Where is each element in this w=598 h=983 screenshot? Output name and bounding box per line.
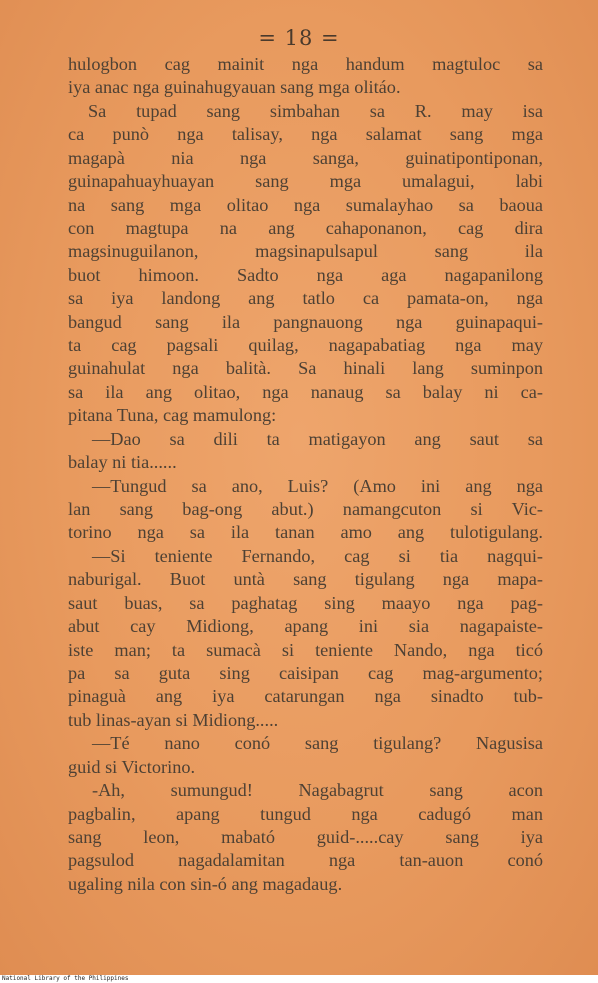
text-line: balay ni tia......	[68, 452, 177, 473]
text-line: pitana Tuna, cag mamulong:	[68, 405, 277, 426]
text-line: ugaling nila con sin-ó ang magadaug.	[68, 873, 343, 894]
text-line: naburigal. Buot untà sang tigulang nga mapa-	[68, 569, 543, 590]
text-line: torino nga sa ila tanan amo ang tulotigulang.	[68, 522, 543, 543]
text-line: —Tungud sa ano, Luis? (Amo ini ang nga	[92, 475, 543, 496]
text-line: sang leon, mabató guid-.....cay sang iya	[68, 826, 543, 847]
text-line: iste man; ta sumacà si teniente Nando, nga ticó	[68, 639, 543, 660]
text-line: saut buas, sa paghatag sing maayo nga pag-	[68, 592, 543, 613]
page-body	[68, 53, 543, 896]
text-line: sa iya landong ang tatlo ca pamata-on, nga	[68, 288, 543, 309]
text-line: bangud sang ila pangnauong nga guinapaqui-	[68, 311, 543, 332]
text-line: magsinuguilanon, magsinapulsapul sang ila	[68, 241, 543, 262]
text-line: Sa tupad sang simbahan sa R. may isa	[88, 100, 543, 121]
text-line: buot himoon. Sadto nga aga nagapanilong	[68, 264, 543, 285]
text-line: pagbalin, apang tungud nga cadugó man	[68, 803, 543, 824]
text-line: tub linas-ayan si Midiong.....	[68, 709, 279, 730]
text-line: guinahulat nga balità. Sa hinali lang suminpon	[68, 358, 543, 379]
text-line: con magtupa na ang cahaponanon, cag dira	[68, 217, 543, 238]
text-line: magapà nia nga sanga, guinatipontiponan,	[68, 147, 543, 168]
text-line: guid si Victorino.	[68, 756, 196, 777]
text-line: lan sang bag-ong abut.) namangcuton si Vic-	[68, 499, 543, 520]
page-number: = 18 =	[258, 26, 340, 50]
text-line: pinaguà ang iya catarungan nga sinadto tub-	[68, 686, 543, 707]
library-footer: National Library of the Philippines	[2, 975, 129, 982]
text-line: pagsulod nagadalamitan nga tan-auon conó	[68, 850, 543, 871]
text-line: —Si teniente Fernando, cag si tia nagqui-	[92, 545, 543, 566]
text-line: iya anac nga guinahugyauan sang mga olitáo.	[68, 77, 401, 98]
text-line: —Dao sa dili ta matigayon ang saut sa	[92, 428, 543, 449]
text-line: ca punò nga talisay, nga salamat sang mga	[68, 124, 543, 145]
text-line: sa ila ang olitao, nga nanaug sa balay ni ca-	[68, 381, 543, 402]
text-line: —Té nano conó sang tigulang? Nagusisa	[92, 733, 543, 754]
text-line: hulogbon cag mainit nga handum magtuloc sa	[68, 54, 543, 74]
text-line: -Ah, sumungud! Nagabagrut sang acon	[92, 780, 543, 801]
text-line: abut cay Midiong, apang ini sia nagapaiste-	[68, 616, 543, 637]
text-line: pa sa guta sing caisipan cag mag-argumento;	[68, 662, 543, 683]
text-line: ta cag pagsali quilag, nagapabatiag nga may	[68, 335, 543, 356]
text-line: na sang mga olitao nga sumalayhao sa baoua	[68, 194, 543, 215]
text-line: guinapahuayhuayan sang mga umalagui, labi	[68, 171, 543, 192]
